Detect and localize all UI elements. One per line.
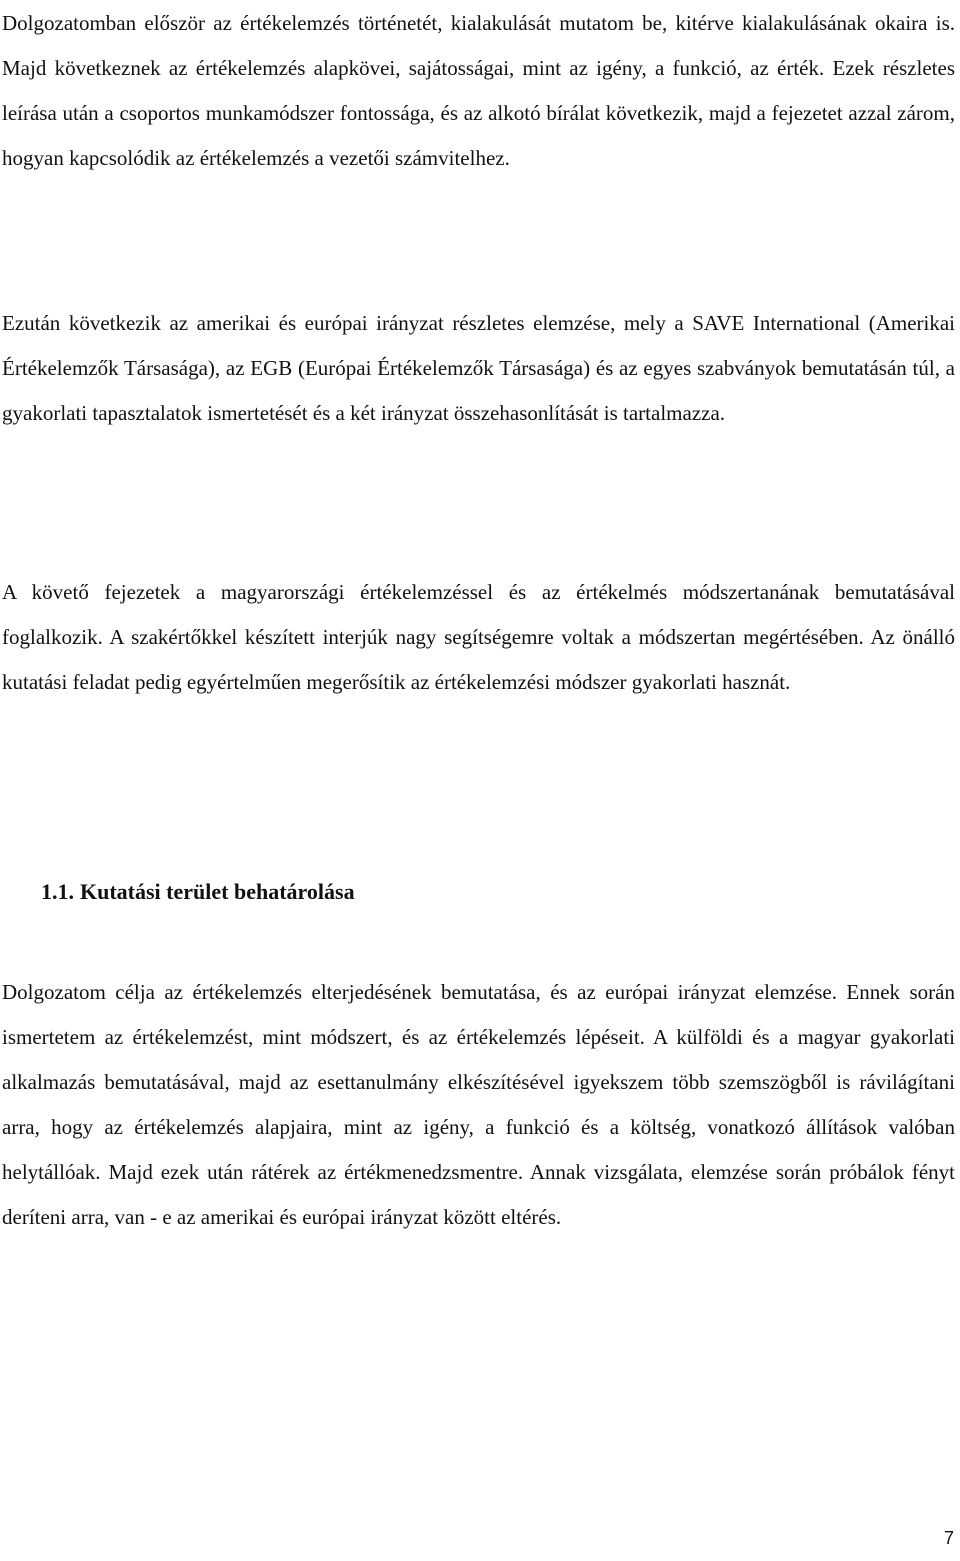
body-paragraph-2: Ezután következik az amerikai és európai irányzat részletes elemzése, mely a SAVE International (Amerikai Értékelemzők Társasága), az EGB (Európai Értékelemzők Társasága) és az egyes szabványok bemutatásán túl, a gyakorlati tapasztalatok ismertetését és a két irányzat összehasonlítását is tartalmazza. — [2, 311, 955, 425]
body-paragraph-3: A követő fejezetek a magyarországi értékelemzéssel és az értékelmés módszertanának bemutatásával foglalkozik. A szakértőkkel készített interjúk nagy segítségemre voltak a módszertan megértésében. Az önálló kutatási feladat pedig egyértelműen megerősítik az értékelemzési módszer gyakorlati hasznát. — [2, 580, 955, 694]
document-page — [2, 0, 955, 1561]
page-number: 7 — [943, 1528, 954, 1548]
section-title: Kutatási terület behatárolása — [80, 879, 355, 904]
section-paragraph: Dolgozatom célja az értékelemzés elterjedésének bemutatása, és az európai irányzat elemzése. Ennek során ismertetem az értékelemzést, mint módszert, és az értékelemzés lépéseit. A külföldi és a magyar gyakorlati alkalmazás bemutatásával, majd az esettanulmány elkészítésével igyekszem több szemszögből is rávilágítani arra, hogy az értékelemzés alapjaira, mint az igény, a funkció és a költség, vonatkozó állítások valóban helytállóak. Majd ezek után rátérek az értékmenedzsmentre. Annak vizsgálata, elemzése során próbálok fényt deríteni arra, van - e az amerikai és európai irányzat között eltérés. — [2, 980, 955, 1229]
body-paragraph-1: Dolgozatomban először az értékelemzés történetét, kialakulását mutatom be, kitérve kialakulásának okaira is. Majd következnek az értékelemzés alapkövei, sajátosságai, mint az igény, a funkció, az érték. Ezek részletes leírása után a csoportos munkamódszer fontossága, és az alkotó bírálat következik, majd a fejezetet azzal zárom, hogyan kapcsolódik az értékelemzés a vezetői számvitelhez. — [2, 11, 955, 170]
section-number: 1.1. — [41, 879, 74, 904]
section-heading — [41, 870, 355, 914]
